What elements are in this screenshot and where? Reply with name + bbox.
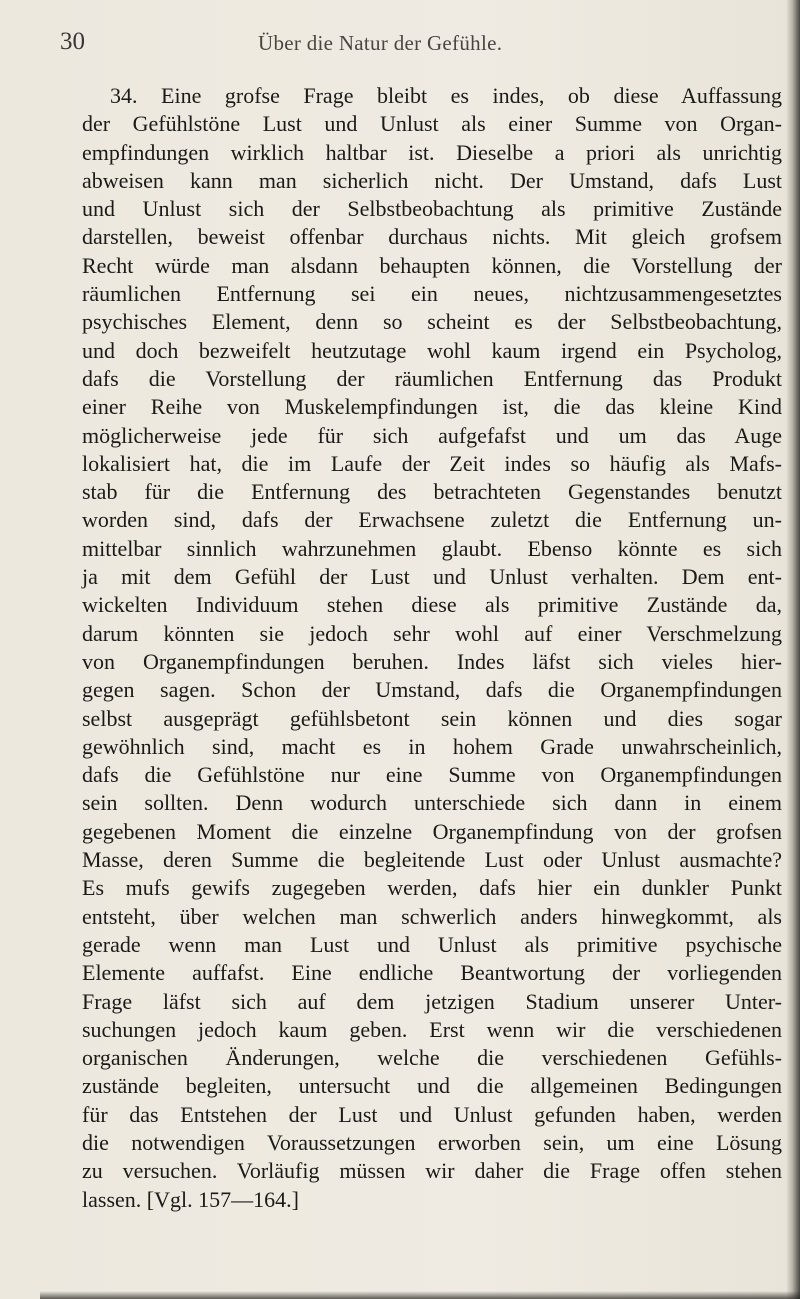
text-line: darstellen, beweist offenbar durchaus nichts. Mit gleich grofsem xyxy=(82,224,782,250)
page-header xyxy=(60,28,740,62)
paragraph-34 xyxy=(82,82,782,1214)
text-line: Elemente auffafst. Eine endliche Beantwortung der vorliegenden xyxy=(82,960,782,986)
text-line: Masse, deren Summe die begleitende Lust oder Unlust ausmachte? xyxy=(82,847,782,873)
text-line: und doch bezweifelt heutzutage wohl kaum irgend ein Psycholog, xyxy=(82,337,782,363)
text-line: Recht würde man alsdann behaupten können, die Vorstellung der xyxy=(82,252,782,278)
text-line: darum könnten sie jedoch sehr wohl auf einer Verschmelzung xyxy=(82,620,782,646)
text-line: und Unlust sich der Selbstbeobachtung als primitive Zustände xyxy=(82,196,782,222)
text-line: die notwendigen Voraussetzungen erworben sein, um eine Lösung xyxy=(82,1129,782,1155)
text-line: Frage läfst sich auf dem jetzigen Stadium unserer Unter- xyxy=(82,988,782,1014)
text-line: gegebenen Moment die einzelne Organempfindung von der grofsen xyxy=(82,818,782,844)
text-line: Es mufs gewifs zugegeben werden, dafs hier ein dunkler Punkt xyxy=(82,875,782,901)
text-line: der Gefühlstöne Lust und Unlust als einer Summe von Organ- xyxy=(82,111,782,137)
text-line: einer Reihe von Muskelempfindungen ist, die das kleine Kind xyxy=(82,394,782,420)
text-line: selbst ausgeprägt gefühlsbetont sein können und dies sogar xyxy=(82,705,782,731)
text-line: empfindungen wirklich haltbar ist. Dieselbe a priori als unrichtig xyxy=(82,139,782,165)
text-line: worden sind, dafs der Erwachsene zuletzt die Entfernung un- xyxy=(82,507,782,533)
text-line: ja mit dem Gefühl der Lust und Unlust verhalten. Dem ent- xyxy=(82,564,782,590)
text-line: zu versuchen. Vorläufig müssen wir daher die Frage offen stehen xyxy=(82,1158,782,1184)
text-line: mittelbar sinnlich wahrzunehmen glaubt. Ebenso könnte es sich xyxy=(82,535,782,561)
text-line: lokalisiert hat, die im Laufe der Zeit indes so häufig als Mafs- xyxy=(82,450,782,476)
text-line: gegen sagen. Schon der Umstand, dafs die Organempfindungen xyxy=(82,677,782,703)
text-line: möglicherweise jede für sich aufgefafst und um das Auge xyxy=(82,422,782,448)
running-head: Über die Natur der Gefühle. xyxy=(258,31,503,55)
text-line: dafs die Gefühlstöne nur eine Summe von Organempfindungen xyxy=(82,762,782,788)
text-line: gewöhnlich sind, macht es in hohem Grade unwahrscheinlich, xyxy=(82,733,782,759)
text-line: entsteht, über welchen man schwerlich anders hinwegkommt, als xyxy=(82,903,782,929)
text-line: für das Entstehen der Lust und Unlust gefunden haben, werden xyxy=(82,1101,782,1127)
text-line: dafs die Vorstellung der räumlichen Entfernung das Produkt xyxy=(82,365,782,391)
text-line: von Organempfindungen beruhen. Indes läfst sich vieles hier- xyxy=(82,648,782,674)
text-line: abweisen kann man sicherlich nicht. Der Umstand, dafs Lust xyxy=(82,167,782,193)
text-line: räumlichen Entfernung sei ein neues, nichtzusammengesetztes xyxy=(82,281,782,307)
text-line: psychisches Element, denn so scheint es der Selbstbeobachtung, xyxy=(82,309,782,335)
page-number: 30 xyxy=(60,28,85,55)
text-line: 34. Eine grofse Frage bleibt es indes, ob diese Auffassung xyxy=(110,83,782,108)
text-line: organischen Änderungen, welche die verschiedenen Gefühls- xyxy=(82,1045,782,1071)
page-edge-shadow xyxy=(786,0,800,1299)
text-line: lassen. [Vgl. 157—164.] xyxy=(82,1186,299,1212)
page-bottom-shadow xyxy=(40,1291,800,1299)
text-line: sein sollten. Denn wodurch unterschiede sich dann in einem xyxy=(82,790,782,816)
text-line: stab für die Entfernung des betrachteten Gegenstandes benutzt xyxy=(82,479,782,505)
text-line: suchungen jedoch kaum geben. Erst wenn wir die verschiedenen xyxy=(82,1016,782,1042)
text-line: zustände begleiten, untersucht und die allgemeinen Bedingungen xyxy=(82,1073,782,1099)
text-line: gerade wenn man Lust und Unlust als primitive psychische xyxy=(82,931,782,957)
text-line: wickelten Individuum stehen diese als primitive Zustände da, xyxy=(82,592,782,618)
